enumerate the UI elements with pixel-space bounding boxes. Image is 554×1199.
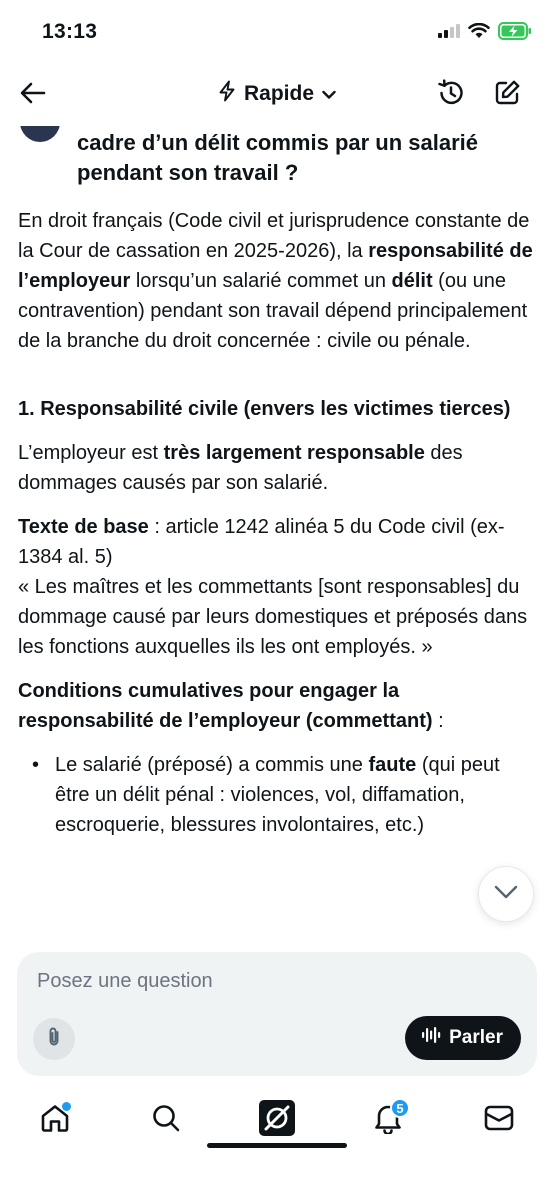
answer-paragraph — [18, 438, 538, 498]
nav-notifications[interactable] — [366, 1098, 410, 1142]
nav-search[interactable] — [144, 1098, 188, 1142]
conditions-list — [18, 750, 538, 840]
answer-text: : — [432, 710, 444, 732]
mode-selector[interactable] — [218, 80, 336, 108]
chevron-down-icon — [322, 82, 336, 106]
status-time: 13:13 — [42, 20, 98, 43]
nav-messages[interactable] — [477, 1098, 521, 1142]
answer-bold: très largement responsable — [163, 442, 425, 464]
user-question: cadre d’un délit commis par un salarié pendant son travail ? — [77, 130, 479, 185]
answer-paragraph — [18, 676, 538, 736]
attach-button[interactable] — [33, 1018, 75, 1060]
status-icons — [438, 22, 532, 45]
user-avatar — [20, 126, 60, 142]
bottom-nav — [0, 1086, 554, 1156]
section-title: 1. Responsabilité civile (envers les victimes tierces) — [18, 398, 511, 420]
compose-button[interactable] — [490, 78, 524, 112]
battery-charging-icon — [498, 22, 532, 45]
lightning-icon — [218, 80, 236, 108]
grok-icon — [257, 1098, 297, 1143]
answer-text: Le salarié (préposé) a commis une — [55, 754, 369, 776]
answer-bold: Texte de base — [18, 516, 149, 538]
list-item — [18, 750, 538, 840]
scroll-down-button[interactable] — [478, 866, 534, 922]
paperclip-icon — [46, 1026, 62, 1053]
answer-text: des dommages causés par son salarié. — [18, 442, 463, 494]
signal-icon — [438, 24, 460, 43]
answer-text: L’employeur est — [18, 442, 164, 464]
history-button[interactable] — [434, 78, 468, 112]
answer-text: : article 1242 alinéa 5 du Code civil (ex-1384 al. 5) — [18, 516, 505, 568]
assistant-answer — [18, 206, 538, 840]
answer-intro — [18, 206, 538, 356]
answer-paragraph — [18, 512, 538, 662]
history-icon — [436, 78, 466, 113]
answer-bold: responsabilité de l’employeur — [18, 240, 533, 292]
notifications-badge: 5 — [390, 1098, 410, 1118]
answer-bold: délit — [391, 270, 433, 292]
home-unread-dot — [62, 1102, 71, 1111]
search-icon — [151, 1103, 181, 1138]
composer — [17, 952, 537, 1076]
answer-text: (qui peut être un délit pénal : violences, vol, diffamation, escroquerie, blessures involontaires, etc.) — [55, 754, 500, 836]
waveform-icon — [421, 1026, 441, 1050]
compose-icon — [493, 79, 521, 112]
chevron-down-icon — [494, 885, 518, 904]
nav-grok[interactable] — [255, 1098, 299, 1142]
back-arrow-icon — [20, 82, 46, 109]
conversation-area[interactable] — [0, 126, 554, 944]
answer-bold: Conditions cumulatives pour engager la responsabilité de l’employeur (commettant) — [18, 680, 433, 732]
question-input[interactable] — [37, 970, 507, 993]
home-indicator — [207, 1143, 347, 1148]
talk-button[interactable] — [405, 1016, 521, 1060]
answer-text: lorsqu’un salarié commet un — [130, 270, 392, 292]
wifi-icon — [468, 23, 490, 44]
nav-home[interactable] — [33, 1098, 77, 1142]
back-button[interactable] — [16, 78, 50, 112]
status-bar — [0, 0, 554, 64]
messages-icon — [483, 1104, 515, 1137]
answer-text: En droit français (Code civil et jurisprudence constante de la Cour de cassation en 2025-2026), la — [18, 210, 530, 262]
talk-label: Parler — [449, 1027, 503, 1048]
answer-bold: faute — [368, 754, 417, 776]
legal-quote: « Les maîtres et les commettants [sont responsables] du dommage causé par leurs domestiques et préposés dans les fonctions auxquelles ils les ont employés. » — [18, 576, 528, 658]
mode-label: Rapide — [243, 82, 315, 105]
top-bar — [0, 64, 554, 126]
answer-text: (ou une contravention) pendant son travail dépend principalement de la branche du droit concernée : civile ou pénale. — [18, 270, 528, 352]
